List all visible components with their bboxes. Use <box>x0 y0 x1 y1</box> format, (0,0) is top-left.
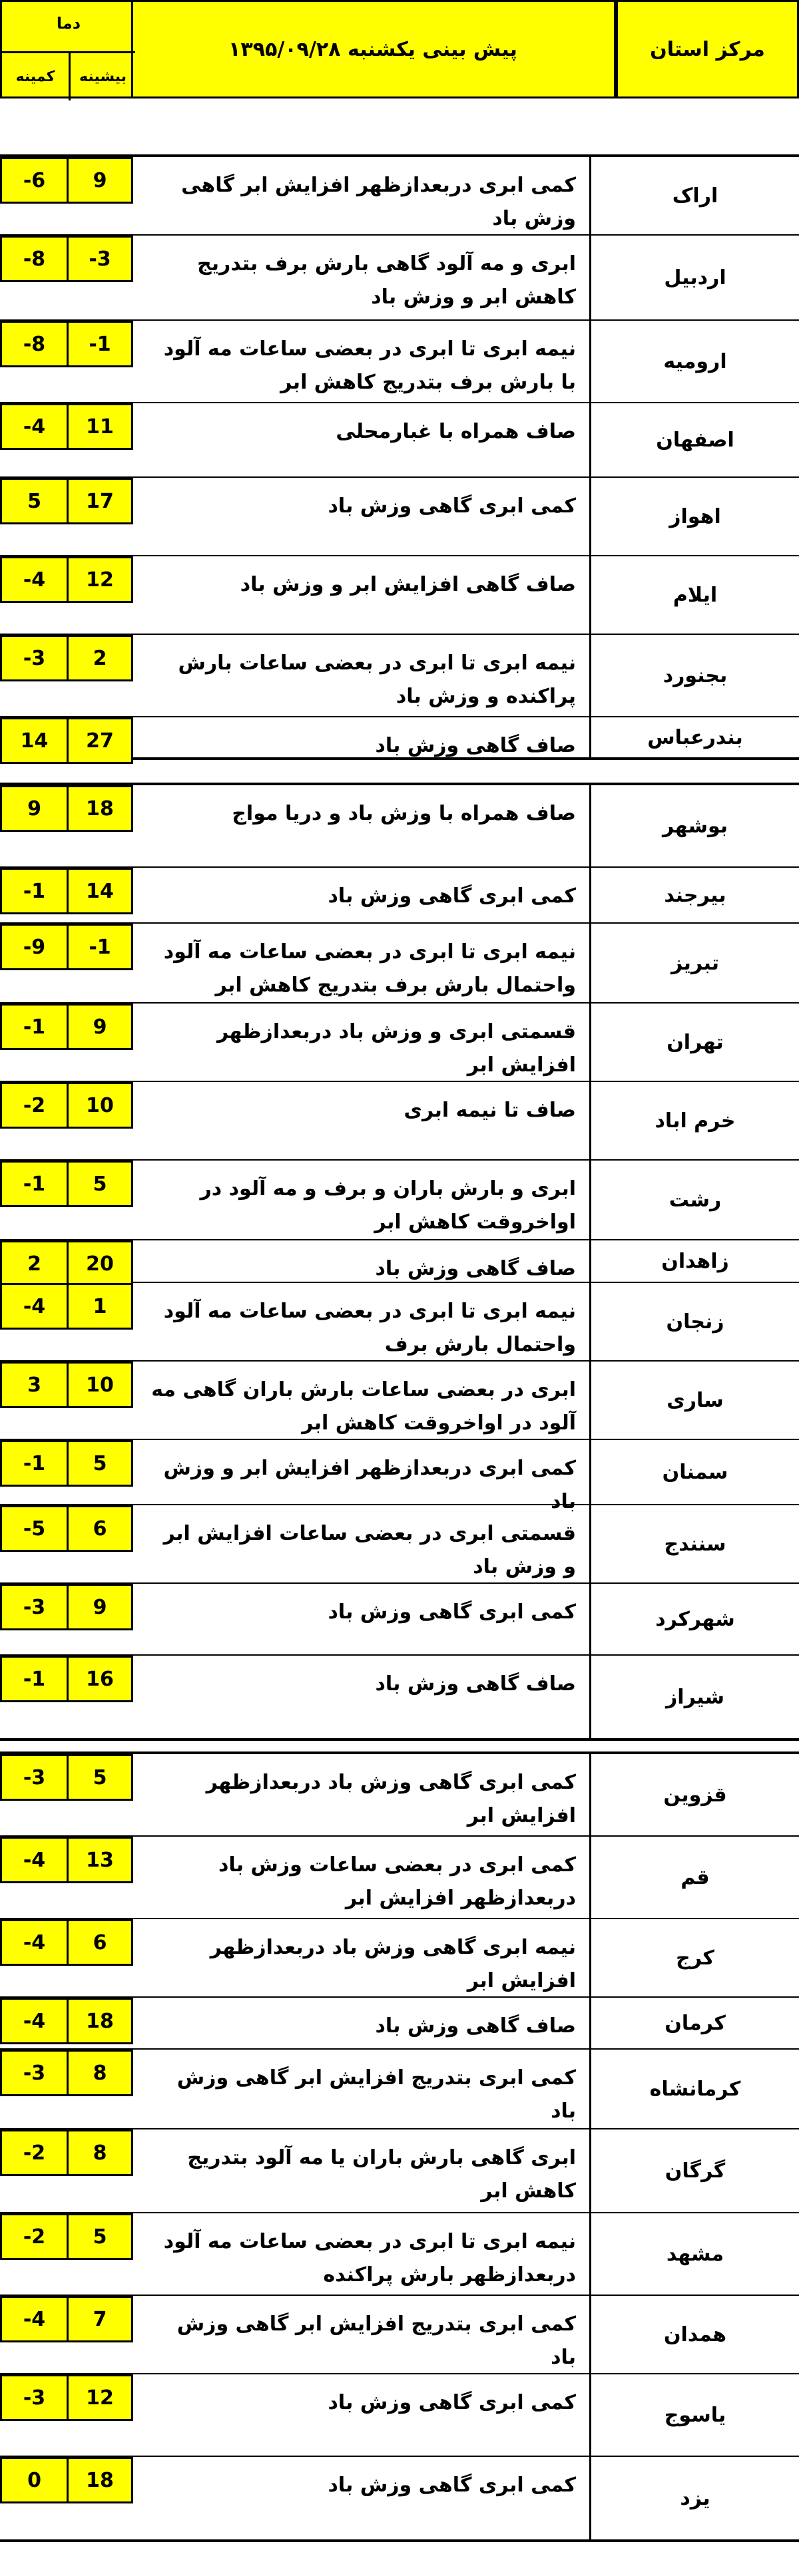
min-temp-cell: -1 <box>0 1161 67 1207</box>
max-temp-header: بیشینه <box>69 51 135 100</box>
min-temp-cell: -2 <box>0 1082 67 1129</box>
table-row <box>0 924 799 1004</box>
weather-description: نیمه ابری تا ابری در بعضی ساعات بارش پراکنده و وزش باد <box>178 651 576 708</box>
table-row <box>0 2374 799 2457</box>
max-temp-cell: 5 <box>67 1754 133 1801</box>
forecast-block <box>0 1751 799 2542</box>
max-temp-cell: 13 <box>67 1837 133 1883</box>
table-row <box>0 2129 799 2213</box>
city-name: زنجان <box>589 1283 799 1360</box>
max-temp-cell: 27 <box>67 717 133 764</box>
city-name: تهران <box>589 1004 799 1081</box>
weather-description: کمی ابری گاهی وزش باد <box>328 884 576 908</box>
city-name: قزوین <box>589 1754 799 1835</box>
max-temp-cell: 9 <box>67 1004 133 1050</box>
weather-description: صاف گاهی وزش باد <box>375 734 576 757</box>
table-row <box>0 635 799 717</box>
city-name: اهواز <box>589 478 799 555</box>
min-temp-cell: -2 <box>0 2213 67 2260</box>
city-name: ایلام <box>589 556 799 634</box>
weather-description: ابری در بعضی ساعات بارش باران گاهی مه آلود در اواخروقت کاهش ابر <box>151 1378 576 1435</box>
table-row <box>0 1362 799 1440</box>
min-temp-cell: -4 <box>0 1998 67 2044</box>
min-temp-cell: -4 <box>0 1283 67 1330</box>
max-temp-cell: -1 <box>67 321 133 367</box>
min-temp-cell: -8 <box>0 236 67 282</box>
city-name: گرگان <box>589 2129 799 2212</box>
min-temp-cell: -6 <box>0 157 67 204</box>
max-temp-cell: 10 <box>67 1362 133 1408</box>
max-temp-cell: 16 <box>67 1656 133 1702</box>
weather-description: نیمه ابری گاهی وزش باد دربعدازظهر افزایش ابر <box>210 1936 576 1992</box>
table-row <box>0 785 799 868</box>
province-center-header: مرکز استان <box>616 0 799 98</box>
weather-description: کمی ابری دربعدازظهر افزایش ابر و وزش باد <box>163 1457 576 1513</box>
table-row <box>0 1584 799 1656</box>
max-temp-cell: 7 <box>67 2296 133 2342</box>
min-temp-cell: 14 <box>0 717 67 764</box>
min-temp-cell: -3 <box>0 1584 67 1630</box>
min-temp-cell: 0 <box>0 2457 67 2503</box>
table-row <box>0 1004 799 1082</box>
city-name: کرج <box>589 1919 799 1996</box>
city-name: سمنان <box>589 1440 799 1504</box>
min-temp-cell: -1 <box>0 1656 67 1702</box>
min-temp-cell: -4 <box>0 556 67 603</box>
temperature-header <box>0 0 133 98</box>
city-name: زاهدان <box>589 1240 799 1282</box>
weather-description: صاف گاهی وزش باد <box>375 2014 576 2038</box>
table-row <box>0 2457 799 2539</box>
min-temp-cell: -4 <box>0 403 67 450</box>
min-temp-cell: -4 <box>0 1919 67 1966</box>
table-row <box>0 236 799 321</box>
max-temp-cell: 8 <box>67 2050 133 2096</box>
forecast-date-header: پیش بینی یکشنبه ۱۳۹۵/۰۹/۲۸ <box>130 0 616 98</box>
table-row <box>0 1505 799 1584</box>
max-temp-cell: 6 <box>67 1505 133 1552</box>
table-row <box>0 478 799 556</box>
city-name: خرم اباد <box>589 1082 799 1159</box>
table-row <box>0 1919 799 1998</box>
city-name: ساری <box>589 1362 799 1439</box>
min-temp-cell: -8 <box>0 321 67 367</box>
max-temp-cell: 12 <box>67 556 133 603</box>
table-row <box>0 1283 799 1362</box>
weather-description: ابری و مه آلود گاهی بارش برف بتدریج کاهش ابر و وزش باد <box>197 252 576 309</box>
table-row <box>0 403 799 478</box>
city-name: تبریز <box>589 924 799 1002</box>
city-name: کرمانشاه <box>589 2050 799 2128</box>
max-temp-cell: 1 <box>67 1283 133 1330</box>
max-temp-cell: 5 <box>67 1440 133 1487</box>
max-temp-cell: -3 <box>67 236 133 282</box>
max-temp-cell: 8 <box>67 2129 133 2176</box>
min-temp-cell: -4 <box>0 2296 67 2342</box>
weather-description: نیمه ابری تا ابری در بعضی ساعات مه آلود واحتمال بارش برف <box>163 1300 576 1356</box>
weather-description: ابری گاهی بارش باران یا مه آلود بتدریج کاهش ابر <box>187 2146 576 2203</box>
max-temp-cell: 5 <box>67 2213 133 2260</box>
temperature-label: دما <box>56 14 81 33</box>
min-temp-cell: -5 <box>0 1505 67 1552</box>
min-temp-cell: -1 <box>0 1004 67 1050</box>
weather-description: کمی ابری در بعضی ساعات وزش باد دربعدازظهر افزایش ابر <box>218 1853 576 1910</box>
weather-description: صاف تا نیمه ابری <box>403 1099 576 1122</box>
min-temp-header: کمینه <box>2 51 69 100</box>
table-row <box>0 1998 799 2050</box>
weather-description: نیمه ابری تا ابری در بعضی ساعات مه آلود دربعدازظهر بارش پراکنده <box>163 2230 576 2287</box>
weather-description: کمی ابری گاهی وزش باد <box>328 1600 576 1624</box>
min-temp-cell: -3 <box>0 2050 67 2096</box>
weather-description: کمی ابری گاهی وزش باد <box>328 2391 576 2414</box>
max-temp-cell: 5 <box>67 1161 133 1207</box>
max-temp-cell: -1 <box>67 924 133 970</box>
table-row <box>0 2050 799 2129</box>
table-row <box>0 1240 799 1283</box>
max-temp-cell: 11 <box>67 403 133 450</box>
table-row <box>0 1440 799 1513</box>
min-temp-cell: -1 <box>0 1440 67 1487</box>
table-row <box>0 556 799 635</box>
table-row <box>0 2296 799 2374</box>
table-row <box>0 1656 799 1738</box>
max-temp-cell: 18 <box>67 2457 133 2503</box>
city-name: سنندج <box>589 1505 799 1582</box>
max-temp-cell: 9 <box>67 157 133 204</box>
city-name: قم <box>589 1837 799 1918</box>
city-name: رشت <box>589 1161 799 1239</box>
table-row <box>0 157 799 236</box>
weather-description: صاف گاهی وزش باد <box>375 1672 576 1696</box>
weather-description: قسمتی ابری و وزش باد دربعدازظهر افزایش ابر <box>216 1020 576 1077</box>
min-temp-cell: -2 <box>0 2129 67 2176</box>
min-temp-cell: -3 <box>0 635 67 681</box>
city-name: یاسوج <box>589 2374 799 2456</box>
forecast-block <box>0 154 799 760</box>
city-name: شهرکرد <box>589 1584 799 1654</box>
max-temp-cell: 20 <box>67 1240 133 1287</box>
table-row <box>0 868 799 924</box>
weather-description: قسمتی ابری در بعضی ساعات افزایش ابر و وزش باد <box>163 1522 576 1578</box>
weather-description: صاف گاهی افزایش ابر و وزش باد <box>240 573 576 596</box>
min-temp-cell: 5 <box>0 478 67 524</box>
table-row <box>0 2213 799 2296</box>
weather-description: صاف گاهی وزش باد <box>375 1257 576 1280</box>
city-name: کرمان <box>589 1998 799 2048</box>
city-name: مشهد <box>589 2213 799 2295</box>
weather-description: ابری و بارش باران و برف و مه آلود در اواخروقت کاهش ابر <box>200 1177 576 1234</box>
table-row <box>0 1082 799 1161</box>
forecast-block <box>0 783 799 1741</box>
table-row <box>0 1754 799 1837</box>
city-name: اصفهان <box>589 403 799 476</box>
max-temp-cell: 10 <box>67 1082 133 1129</box>
weather-description: کمی ابری بتدریج افزایش ابر گاهی وزش باد <box>176 2312 576 2369</box>
max-temp-cell: 18 <box>67 1998 133 2044</box>
city-name: همدان <box>589 2296 799 2373</box>
table-row <box>0 717 799 757</box>
max-temp-cell: 18 <box>67 785 133 832</box>
table-row <box>0 1161 799 1240</box>
min-temp-cell: 2 <box>0 1240 67 1287</box>
weather-description: نیمه ابری تا ابری در بعضی ساعات مه آلود با بارش برف بتدریج کاهش ابر <box>163 337 576 394</box>
weather-description: صاف همراه با وزش باد و دریا مواج <box>232 802 576 825</box>
table-row <box>0 1837 799 1919</box>
city-name: بوشهر <box>589 785 799 866</box>
max-temp-cell: 12 <box>67 2374 133 2421</box>
city-name: ارومیه <box>589 321 799 402</box>
min-temp-cell: -3 <box>0 1754 67 1801</box>
city-name: بیرجند <box>589 868 799 922</box>
min-temp-cell: -9 <box>0 924 67 970</box>
city-name: بندرعباس <box>589 717 799 757</box>
city-name: بجنورد <box>589 635 799 716</box>
city-name: اردبیل <box>589 236 799 319</box>
weather-description: کمی ابری گاهی وزش باد <box>328 494 576 518</box>
weather-description: کمی ابری بتدریج افزایش ابر گاهی وزش باد <box>176 2066 576 2123</box>
max-temp-cell: 14 <box>67 868 133 914</box>
city-name: شیراز <box>589 1656 799 1738</box>
city-name: یزد <box>589 2457 799 2539</box>
weather-description: کمی ابری دربعدازظهر افزایش ابر گاهی وزش باد <box>181 174 576 230</box>
max-temp-cell: 9 <box>67 1584 133 1630</box>
max-temp-cell: 6 <box>67 1919 133 1966</box>
weather-description: کمی ابری گاهی وزش باد دربعدازظهر افزایش ابر <box>206 1771 576 1827</box>
min-temp-cell: 9 <box>0 785 67 832</box>
min-temp-cell: -1 <box>0 868 67 914</box>
min-temp-cell: 3 <box>0 1362 67 1408</box>
table-row <box>0 321 799 403</box>
min-temp-cell: -4 <box>0 1837 67 1883</box>
city-name: اراک <box>589 157 799 234</box>
max-temp-cell: 2 <box>67 635 133 681</box>
min-temp-cell: -3 <box>0 2374 67 2421</box>
weather-description: صاف همراه با غبارمحلی <box>336 420 576 443</box>
weather-description: کمی ابری گاهی وزش باد <box>328 2474 576 2497</box>
weather-description: نیمه ابری تا ابری در بعضی ساعات مه آلود واحتمال بارش برف بتدریج کاهش ابر <box>163 940 576 997</box>
max-temp-cell: 17 <box>67 478 133 524</box>
